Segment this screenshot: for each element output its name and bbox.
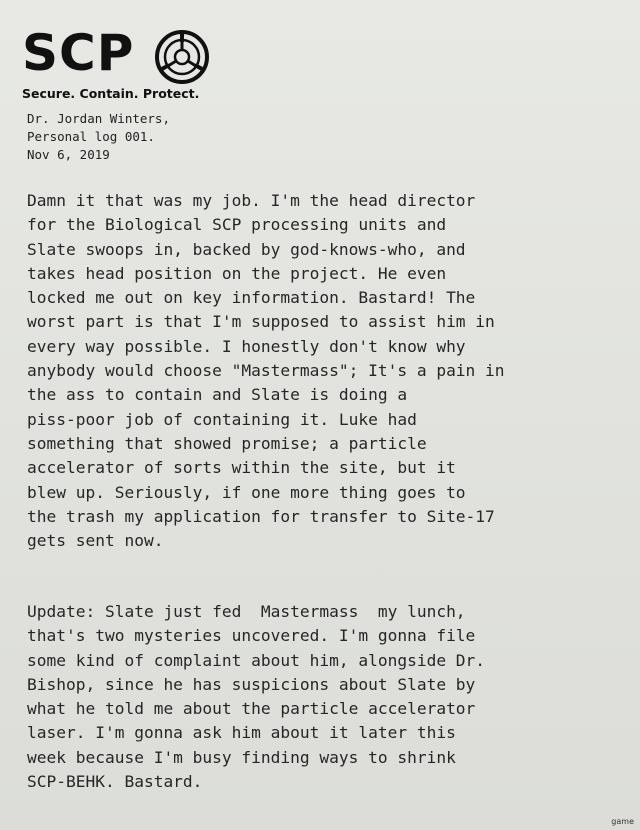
entry-line: locked me out on key information. Bastard! The [27,288,476,308]
scp-seal-icon [154,29,210,85]
update-line: week because I'm busy finding ways to shrink [27,747,456,767]
log-header [27,110,170,164]
entry-line: Damn it that was my job. I'm the head director [27,191,476,210]
entry-line: every way possible. I honestly don't know why [27,336,466,356]
log-entry-paragraph [27,189,627,553]
entry-line: accelerator of sorts within the site, but it [27,458,456,478]
entry-line: takes head position on the project. He even [27,263,447,283]
scp-logo [22,26,202,106]
entry-line: for the Biological SCP processing units and [27,215,447,235]
entry-line: Slate swoops in, backed by god-knows-who, and [27,239,466,259]
logo-wordmark: SCP [22,24,135,82]
update-line: that's two mysteries uncovered. I'm gonna file [27,626,476,646]
entry-line: gets sent now. [27,531,164,551]
date-line: Nov 6, 2019 [27,147,110,162]
entry-line: anybody would choose "Mastermass"; It's a pain in [27,361,505,381]
entry-line: something that showed promise; a particle [27,433,427,453]
update-line: what he told me about the particle accelerator [27,699,476,719]
logo-tagline: Secure. Contain. Protect. [22,86,200,101]
entry-line: the trash my application for transfer to Site-17 [27,506,495,526]
author-line: Dr. Jordan Winters, [27,111,170,126]
update-line: some kind of complaint about him, alongside Dr. [27,650,486,670]
entry-line: blew up. Seriously, if one more thing goes to [27,482,466,502]
update-line: SCP-BEHK. Bastard. [27,772,203,792]
update-line: laser. I'm gonna ask him about it later this [27,723,456,743]
log-number-line: Personal log 001. [27,129,155,144]
entry-line: the ass to contain and Slate is doing a [27,385,408,405]
update-line: Update: Slate just fed Mastermass my lunch, [27,602,466,621]
update-paragraph [27,600,627,794]
update-line: Bishop, since he has suspicions about Slate by [27,674,476,694]
watermark: game [611,817,634,826]
entry-line: worst part is that I'm supposed to assist him in [27,312,495,332]
entry-line: piss-poor job of containing it. Luke had [27,409,417,429]
